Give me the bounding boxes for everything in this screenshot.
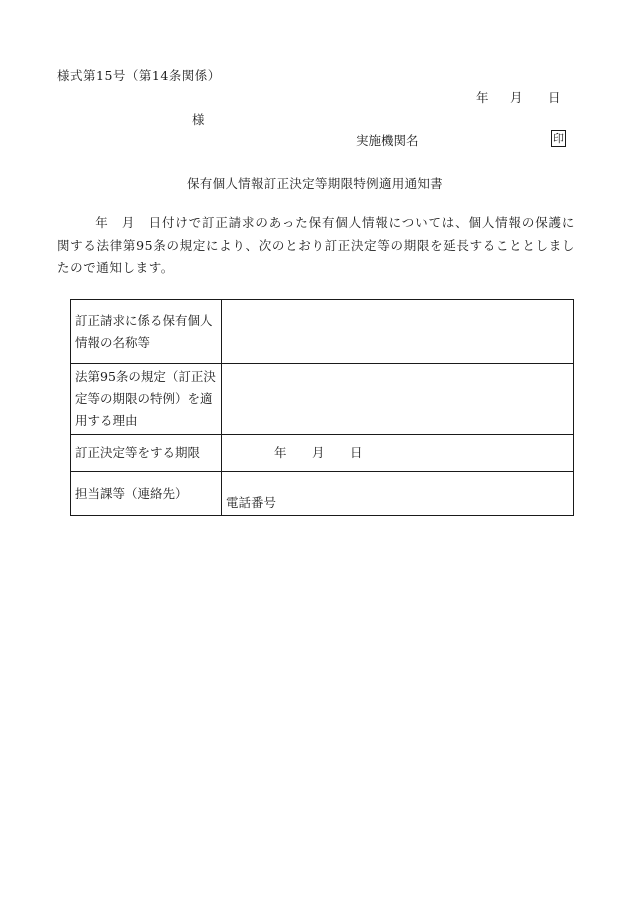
table-row xyxy=(71,300,574,364)
date-line xyxy=(476,88,561,106)
deadline-day: 日 xyxy=(350,445,363,460)
table-value-target-info xyxy=(222,300,574,364)
document-title: 保有個人情報訂正決定等期限特例適用通知書 xyxy=(186,176,443,191)
agency-name-label: 実施機関名 xyxy=(356,133,419,148)
table-value-deadline xyxy=(222,435,574,472)
date-year: 年 xyxy=(476,90,489,105)
table-value-reason xyxy=(222,364,574,435)
table-row xyxy=(71,472,574,516)
info-table xyxy=(70,299,574,516)
table-value-phone: 電話番号 xyxy=(222,472,574,516)
body-text: 年 月 日付けで訂正請求のあった保有個人情報については、個人情報の保護に関する法律第95条の規定により、次のとおり訂正決定等の期限を延長することとしましたので通知します。 xyxy=(57,215,575,275)
addressee: 様 xyxy=(192,112,205,127)
table-row xyxy=(71,435,574,472)
date-day: 日 xyxy=(548,90,561,105)
form-number: 様式第15号（第14条関係） xyxy=(57,68,221,83)
table-label-reason: 法第95条の規定（訂正決定等の期限の特例）を適用する理由 xyxy=(71,364,222,435)
date-month: 月 xyxy=(510,90,523,105)
table-row xyxy=(71,364,574,435)
table-label-contact: 担当課等（連絡先） xyxy=(71,472,222,516)
table-label-deadline: 訂正決定等をする期限 xyxy=(71,435,222,472)
seal-stamp: 印 xyxy=(553,132,564,145)
deadline-year: 年 xyxy=(274,445,287,460)
body-paragraph xyxy=(57,212,575,280)
deadline-month: 月 xyxy=(312,445,325,460)
table-label-target-info: 訂正請求に係る保有個人情報の名称等 xyxy=(71,300,222,364)
